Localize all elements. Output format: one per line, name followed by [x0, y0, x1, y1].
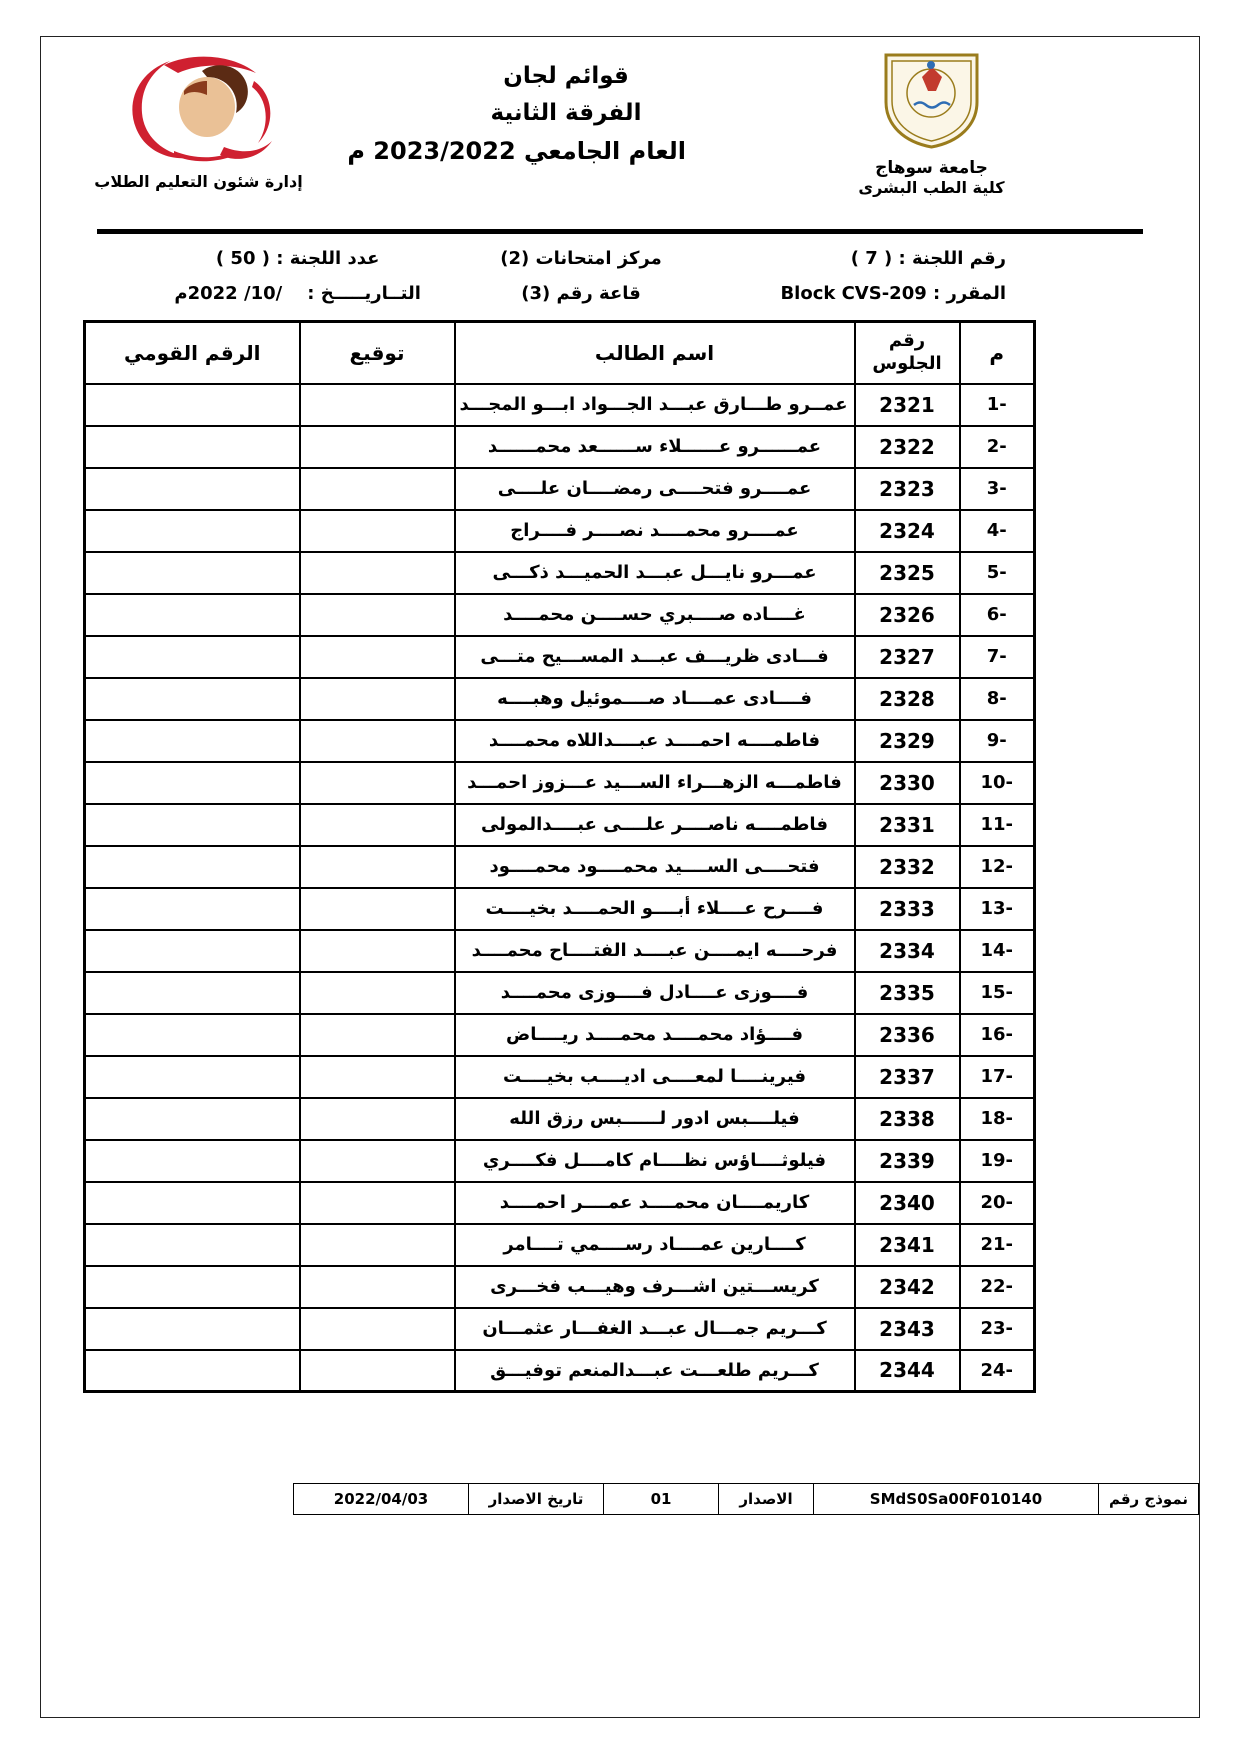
student-row — [85, 720, 1035, 762]
seat-number-cell — [855, 720, 960, 762]
signature-cell — [300, 888, 455, 930]
seat-number: 2343 — [879, 1316, 935, 1341]
seat-number-cell — [855, 1140, 960, 1182]
national-id-cell — [85, 1224, 300, 1266]
committee-number: رقم اللجنة : ( 7 ) — [850, 248, 1006, 269]
national-id-cell — [85, 1014, 300, 1056]
row-number: 13- — [980, 898, 1014, 919]
seat-number: 2340 — [879, 1190, 935, 1215]
row-number-cell — [960, 1308, 1035, 1350]
seat-number-cell — [855, 1182, 960, 1224]
exam-date: التــاريـــــخ : /10/ 2022م — [174, 283, 421, 304]
row-number-cell — [960, 1140, 1035, 1182]
student-name: كاريمــــان محمــــد عمــــر احمــــد — [499, 1192, 810, 1213]
signature-cell — [300, 930, 455, 972]
seat-number-cell — [855, 1056, 960, 1098]
student-name: فيلــــبس ادور لــــــبس رزق الله — [509, 1108, 800, 1129]
signature-cell — [300, 1140, 455, 1182]
seat-number: 2327 — [879, 644, 935, 669]
row-number-cell — [960, 720, 1035, 762]
row-number-cell — [960, 1098, 1035, 1140]
row-number: 1- — [986, 394, 1007, 415]
row-number: 23- — [980, 1318, 1014, 1339]
student-name-cell — [455, 1182, 855, 1224]
row-number-cell — [960, 804, 1035, 846]
department-label: إدارة شئون التعليم الطلاب — [94, 172, 303, 191]
seat-number-cell — [855, 1350, 960, 1392]
student-name: فاطمـــه الزهـــراء الســـيد عـــزوز احمـــد — [467, 772, 842, 793]
row-number-cell — [960, 972, 1035, 1014]
student-name-cell — [455, 426, 855, 468]
student-name: فيرينــــا لمعــــى اديــــب بخيــــت — [503, 1066, 806, 1087]
student-row — [85, 510, 1035, 552]
student-row — [85, 1098, 1035, 1140]
student-name: عمــــرو فتحــــى رمضــــان علــــى — [497, 478, 812, 499]
faculty-name: كلية الطب البشرى — [858, 178, 1005, 197]
row-number: 18- — [980, 1108, 1014, 1129]
document-header — [41, 37, 1199, 219]
national-id-cell — [85, 720, 300, 762]
student-name: فاطمــــه ناصــــر علــــى عبــــدالمولى — [481, 814, 828, 835]
student-row — [85, 1056, 1035, 1098]
student-name: فتحــــى الســــيد محمــــود محمــــود — [489, 856, 820, 877]
student-row — [85, 426, 1035, 468]
seat-number: 2337 — [879, 1064, 935, 1089]
row-number-cell — [960, 888, 1035, 930]
seat-number: 2329 — [879, 728, 935, 753]
student-name-cell — [455, 720, 855, 762]
seat-number: 2330 — [879, 770, 935, 795]
row-number-cell — [960, 1224, 1035, 1266]
student-name-cell — [455, 804, 855, 846]
row-number: 3- — [986, 478, 1007, 499]
form-meta-row — [294, 1484, 1199, 1515]
room-number: قاعة رقم (3) — [521, 283, 641, 304]
university-logo-block — [814, 47, 1049, 197]
student-row — [85, 888, 1035, 930]
signature-cell — [300, 762, 455, 804]
row-number: 8- — [986, 688, 1007, 709]
national-id-cell — [85, 1056, 300, 1098]
student-name-cell — [455, 888, 855, 930]
national-id-cell — [85, 426, 300, 468]
national-id-cell — [85, 594, 300, 636]
national-id-cell — [85, 762, 300, 804]
student-row — [85, 1350, 1035, 1392]
student-row — [85, 636, 1035, 678]
student-name: عمــــرو محمــــد نصــــر فــــراج — [510, 520, 799, 541]
header-seat-number — [855, 322, 960, 384]
row-number: 15- — [980, 982, 1014, 1003]
national-id-cell — [85, 1140, 300, 1182]
signature-cell — [300, 846, 455, 888]
header-seat-number-label: رقم الجلوس — [872, 330, 942, 374]
national-id-cell — [85, 1266, 300, 1308]
student-name: فــــادى عمــــاد صــــموئيل وهبــــه — [497, 688, 812, 709]
seat-number-cell — [855, 1098, 960, 1140]
row-number: 2- — [986, 436, 1007, 457]
row-number-cell — [960, 636, 1035, 678]
seat-number-cell — [855, 804, 960, 846]
student-row — [85, 552, 1035, 594]
national-id-cell — [85, 384, 300, 426]
row-number: 19- — [980, 1150, 1014, 1171]
row-number: 17- — [980, 1066, 1014, 1087]
issue-value: 01 — [604, 1484, 719, 1515]
student-name: فرحــــه ايمــــن عبــــد الفتــــاح محمــــد — [471, 940, 838, 961]
student-name-cell — [455, 846, 855, 888]
seat-number-cell — [855, 1014, 960, 1056]
form-number-label: نموذج رقم — [1099, 1484, 1199, 1515]
student-name-cell — [455, 594, 855, 636]
seat-number-cell — [855, 552, 960, 594]
student-name-cell — [455, 1098, 855, 1140]
national-id-cell — [85, 930, 300, 972]
committee-count: عدد اللجنة : ( 50 ) — [215, 248, 380, 269]
seat-number-cell — [855, 972, 960, 1014]
title-line3: العام الجامعي 2023/2022 م — [347, 137, 686, 165]
student-name-cell — [455, 1140, 855, 1182]
row-number: 5- — [986, 562, 1007, 583]
national-id-cell — [85, 468, 300, 510]
issue-label: الاصدار — [719, 1484, 814, 1515]
seat-number-cell — [855, 636, 960, 678]
course-code: المقرر : Block CVS-209 — [780, 283, 1006, 304]
student-name-cell — [455, 552, 855, 594]
university-emblem-icon — [874, 47, 989, 152]
student-name: فاطمــــه احمــــد عبــــداللاه محمــــد — [488, 730, 821, 751]
seat-number-cell — [855, 426, 960, 468]
row-number-cell — [960, 1014, 1035, 1056]
row-number: 6- — [986, 604, 1007, 625]
row-number-cell — [960, 510, 1035, 552]
signature-cell — [300, 1182, 455, 1224]
issue-date-value: 2022/04/03 — [294, 1484, 469, 1515]
seat-number-cell — [855, 1308, 960, 1350]
signature-cell — [300, 384, 455, 426]
seat-number-cell — [855, 678, 960, 720]
national-id-cell — [85, 552, 300, 594]
seat-number: 2324 — [879, 518, 935, 543]
student-name-cell — [455, 1014, 855, 1056]
row-number-cell — [960, 930, 1035, 972]
signature-cell — [300, 1014, 455, 1056]
national-id-cell — [85, 846, 300, 888]
page-frame — [40, 36, 1200, 1718]
student-name: فــــوزى عــــادل فــــوزى محمــــد — [500, 982, 809, 1003]
signature-cell — [300, 426, 455, 468]
row-number: 7- — [986, 646, 1007, 667]
seat-number: 2331 — [879, 812, 935, 837]
row-number: 11- — [980, 814, 1014, 835]
seat-number: 2335 — [879, 980, 935, 1005]
row-number: 12- — [980, 856, 1014, 877]
student-name: فيلوثــــاؤس نظــــام كامــــل فكــــري — [482, 1150, 827, 1171]
seat-number: 2338 — [879, 1106, 935, 1131]
row-number: 16- — [980, 1024, 1014, 1045]
university-name: جامعة سوهاج — [875, 158, 988, 178]
title-line1: قوائم لجان — [503, 63, 629, 89]
row-number: 22- — [980, 1276, 1014, 1297]
title-line2: الفرقة الثانية — [490, 100, 642, 126]
national-id-cell — [85, 1350, 300, 1392]
row-number: 21- — [980, 1234, 1014, 1255]
student-name: عمــرو طـــارق عبـــد الجـــواد ابـــو المجـــد — [459, 394, 848, 415]
row-number-cell — [960, 678, 1035, 720]
student-row — [85, 1014, 1035, 1056]
student-name: كـــريم طلعـــت عبـــدالمنعم توفيـــق — [490, 1359, 819, 1381]
row-number-cell — [960, 468, 1035, 510]
student-row — [85, 1182, 1035, 1224]
seat-number-cell — [855, 1224, 960, 1266]
students-table — [83, 320, 1036, 1393]
student-row — [85, 930, 1035, 972]
student-table-body — [85, 384, 1035, 1392]
row-number-cell — [960, 426, 1035, 468]
student-name-cell — [455, 1266, 855, 1308]
signature-cell — [300, 1098, 455, 1140]
header-signature: توقيع — [300, 322, 455, 384]
seat-number: 2336 — [879, 1022, 935, 1047]
row-number-cell — [960, 552, 1035, 594]
student-row — [85, 594, 1035, 636]
row-number-cell — [960, 846, 1035, 888]
header-student-name: اسم الطالب — [455, 322, 855, 384]
faculty-logo-icon — [104, 51, 294, 166]
seat-number-cell — [855, 510, 960, 552]
student-name-cell — [455, 384, 855, 426]
seat-number: 2326 — [879, 602, 935, 627]
exam-info — [156, 248, 1006, 304]
national-id-cell — [85, 804, 300, 846]
document-footer — [41, 1483, 1199, 1515]
seat-number-cell — [855, 930, 960, 972]
student-name-cell — [455, 972, 855, 1014]
seat-number: 2341 — [879, 1232, 935, 1257]
student-name: عمـــرو نايـــل عبـــد الحميـــد ذكـــى — [492, 562, 817, 583]
student-name: فــــرح عــــلاء أبــــو الحمــــد بخيــــت — [485, 898, 824, 919]
seat-number-cell — [855, 468, 960, 510]
signature-cell — [300, 636, 455, 678]
student-name-cell — [455, 510, 855, 552]
signature-cell — [300, 1350, 455, 1392]
student-row — [85, 468, 1035, 510]
signature-cell — [300, 1224, 455, 1266]
national-id-cell — [85, 678, 300, 720]
faculty-logo-block — [91, 51, 306, 191]
signature-cell — [300, 720, 455, 762]
seat-number: 2332 — [879, 854, 935, 879]
national-id-cell — [85, 1308, 300, 1350]
row-number: 4- — [986, 520, 1007, 541]
student-name: عمــــــرو عــــــلاء ســــــعد محمــــــد — [487, 436, 822, 457]
student-name-cell — [455, 1308, 855, 1350]
student-row — [85, 972, 1035, 1014]
national-id-cell — [85, 1182, 300, 1224]
student-name-cell — [455, 678, 855, 720]
seat-number-cell — [855, 384, 960, 426]
student-name-cell — [455, 762, 855, 804]
national-id-cell — [85, 1098, 300, 1140]
row-number-cell — [960, 762, 1035, 804]
student-row — [85, 678, 1035, 720]
student-row — [85, 1224, 1035, 1266]
row-number-cell — [960, 1056, 1035, 1098]
student-row — [85, 804, 1035, 846]
student-row — [85, 846, 1035, 888]
student-row — [85, 384, 1035, 426]
document-titles — [347, 63, 686, 165]
header-divider — [97, 229, 1143, 234]
seat-number-cell — [855, 846, 960, 888]
signature-cell — [300, 972, 455, 1014]
exam-center: مركز امتحانات (2) — [500, 248, 662, 269]
issue-date-label: تاريخ الاصدار — [469, 1484, 604, 1515]
seat-number: 2325 — [879, 560, 935, 585]
student-name: كــــارين عمــــاد رســــمي تــــامر — [503, 1234, 806, 1255]
student-name: غــــاده صــــبري حســــن محمــــد — [503, 604, 806, 625]
row-number: 20- — [980, 1192, 1014, 1213]
seat-number: 2334 — [879, 938, 935, 963]
national-id-cell — [85, 972, 300, 1014]
seat-number: 2339 — [879, 1148, 935, 1173]
signature-cell — [300, 1056, 455, 1098]
header-no: م — [960, 322, 1035, 384]
seat-number: 2344 — [879, 1358, 935, 1383]
student-name-cell — [455, 1224, 855, 1266]
signature-cell — [300, 678, 455, 720]
student-name-cell — [455, 1350, 855, 1392]
seat-number-cell — [855, 594, 960, 636]
seat-number-cell — [855, 1266, 960, 1308]
national-id-cell — [85, 888, 300, 930]
seat-number: 2342 — [879, 1274, 935, 1299]
student-name: فــــؤاد محمــــد محمــــد ريــــاض — [506, 1024, 803, 1045]
row-number: 14- — [980, 940, 1014, 961]
seat-number: 2323 — [879, 476, 935, 501]
seat-number: 2321 — [879, 392, 935, 417]
student-name: كريســـتين اشـــرف وهيـــب فخـــرى — [490, 1276, 819, 1297]
seat-number-cell — [855, 762, 960, 804]
student-row — [85, 762, 1035, 804]
form-number-value: SMdS0Sa00F010140 — [814, 1484, 1099, 1515]
row-number-cell — [960, 1266, 1035, 1308]
student-name-cell — [455, 636, 855, 678]
signature-cell — [300, 804, 455, 846]
student-name-cell — [455, 468, 855, 510]
signature-cell — [300, 510, 455, 552]
form-meta-table — [293, 1483, 1199, 1515]
national-id-cell — [85, 636, 300, 678]
signature-cell — [300, 552, 455, 594]
table-header-row — [85, 322, 1035, 384]
header-national-id: الرقم القومي — [85, 322, 300, 384]
student-row — [85, 1140, 1035, 1182]
row-number: 10- — [980, 772, 1014, 793]
row-number-cell — [960, 1182, 1035, 1224]
student-name-cell — [455, 1056, 855, 1098]
row-number-cell — [960, 594, 1035, 636]
student-name: فـــادى ظريـــف عبـــد المســـيح متـــى — [480, 646, 829, 667]
seat-number: 2333 — [879, 896, 935, 921]
student-name-cell — [455, 930, 855, 972]
national-id-cell — [85, 510, 300, 552]
signature-cell — [300, 468, 455, 510]
row-number-cell — [960, 384, 1035, 426]
signature-cell — [300, 594, 455, 636]
row-number-cell — [960, 1350, 1035, 1392]
seat-number: 2328 — [879, 686, 935, 711]
row-number: 24- — [980, 1359, 1014, 1381]
row-number: 9- — [986, 730, 1007, 751]
student-row — [85, 1266, 1035, 1308]
signature-cell — [300, 1266, 455, 1308]
seat-number: 2322 — [879, 434, 935, 459]
student-row — [85, 1308, 1035, 1350]
signature-cell — [300, 1308, 455, 1350]
seat-number-cell — [855, 888, 960, 930]
student-name: كـــريم جمـــال عبـــد الغفـــار عثمـــان — [482, 1318, 827, 1339]
